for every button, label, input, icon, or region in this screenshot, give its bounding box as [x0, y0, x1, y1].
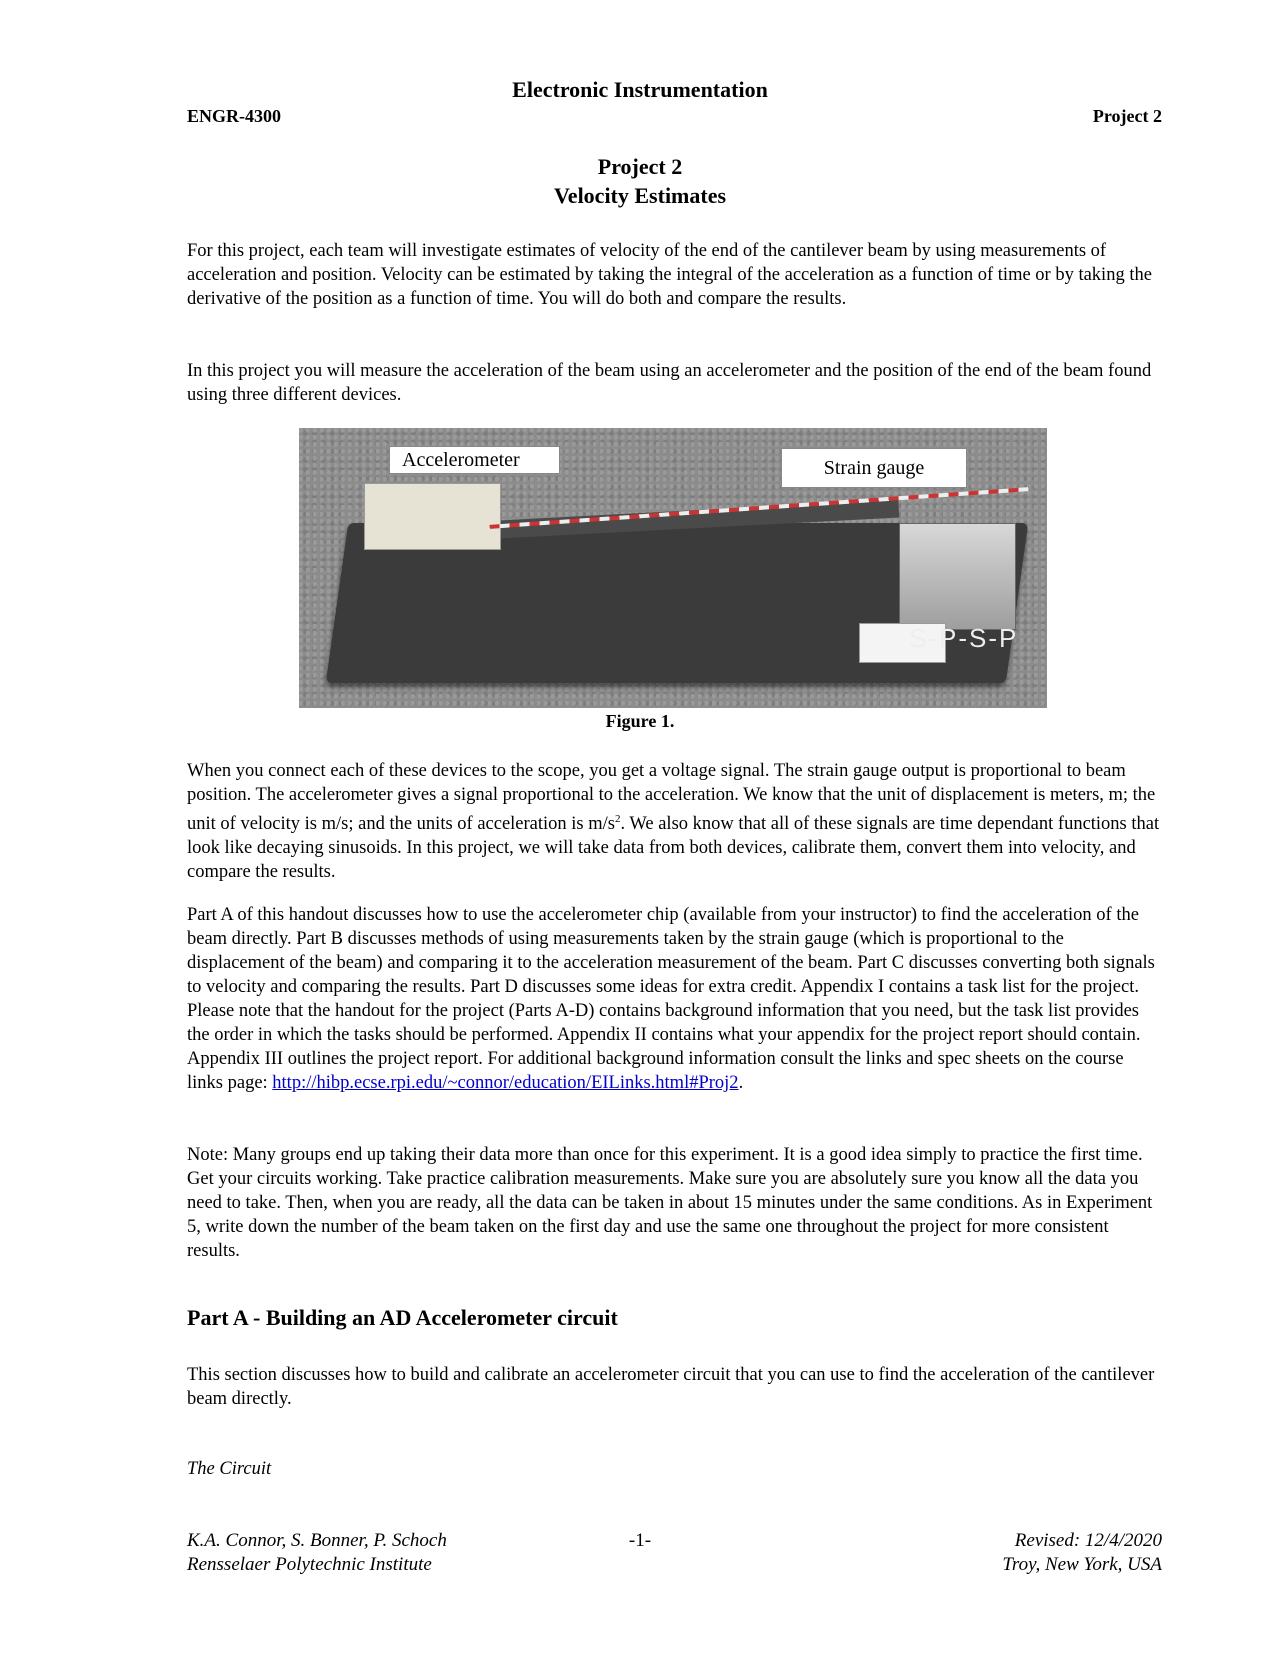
body-paragraph-3 — [187, 759, 1162, 884]
title-line-2: Velocity Estimates — [553, 183, 727, 208]
board-marking: S-P-S-P — [909, 623, 1019, 653]
course-title: Electronic Instrumentation — [512, 77, 768, 102]
paragraph-text — [187, 903, 1162, 1095]
paragraph-end: . — [738, 1073, 744, 1093]
clamp-block — [899, 523, 1016, 630]
paragraph-text: Note: Many groups end up taking their data more than once for this experiment. It is a good idea simply to practice the first time. Get your circuits working. Take practice calibration measurements. Make sure you are absolutely sure you know all the data you need to take. Then, when you are ready, all the data can be taken in about 15 minutes under the same conditions. As in Experiment 5, write down the number of the beam taken on the first day and use the same one throughout the project for more consistent results. — [187, 1145, 1153, 1261]
body-paragraph-4 — [187, 903, 1162, 1095]
section-heading: Part A - Building an AD Accelerometer circuit — [187, 1305, 618, 1330]
paragraph-text-part: . We also know that all of these signals are time dependant functions that look like decaying sinusoids. In this project, we will take data from both devices, calibrate them, convert them into velocity, and compare the results. — [187, 814, 1160, 883]
paragraph-text: For this project, each team will investigate estimates of velocity of the end of the cantilever beam by using measurements of acceleration and position. Velocity can be estimated by taking the integral of the acceleration as a function of time or by taking the derivative of the position as a function of time. You will do both and compare the results. — [187, 241, 1152, 309]
subheading: The Circuit — [187, 1459, 272, 1479]
footer-institution: Rensselaer Polytechnic Institute — [187, 1554, 432, 1575]
superscript-exponent: 2 — [614, 813, 621, 825]
intro-paragraph-1 — [187, 239, 1162, 311]
course-code: ENGR-4300 — [187, 106, 281, 126]
project-label: Project 2 — [1092, 106, 1162, 126]
title-line-1: Project 2 — [597, 154, 683, 179]
accelerometer-board — [364, 483, 501, 550]
document-title — [0, 152, 1280, 210]
footer-location: Troy, New York, USA — [1002, 1554, 1162, 1575]
paragraph-text-part: Part A of this handout discusses how to use the accelerometer chip (available from your instructor) to find the acceleration of the beam directly. Part B discusses methods of using measurements taken by the strain gauge (which is proportional to the displacement of the beam) and comparing it to the acceleration measurement of the beam. Part C discusses converting both signals to velocity and comparing the results. Part D discusses some ideas for extra credit. Appendix I contains a task list for the project. Please note that the handout for the project (Parts A-D) contains background information that you need, but the task list provides the order in which the tasks should be performed. Appendix II contains what your appendix for the project report should contain. Appendix III outlines the project report. For additional background information consult the links and spec sheets on the course links page: — [187, 905, 1155, 1093]
course-links-page-link[interactable]: http://hibp.ecse.rpi.edu/~connor/education/EILinks.html#Proj2 — [272, 1073, 739, 1093]
paragraph-text — [187, 759, 1162, 884]
figure-label-strain-gauge: Strain gauge — [781, 448, 967, 488]
figure-photo-cantilever-beam — [299, 428, 1047, 708]
page-number: -1- — [628, 1530, 652, 1551]
footer-authors: K.A. Connor, S. Bonner, P. Schoch — [187, 1530, 447, 1551]
paragraph-text-part: When you connect each of these devices to the scope, you get a voltage signal. The strain gauge output is proportional to beam position. The accelerometer gives a signal proportional to the acceleration. We know that the unit of displacement is meters, m; the unit of velocity is m/s; and the units of acceleration is m/s — [187, 761, 1156, 835]
footer-revised: Revised: 12/4/2020 — [1014, 1530, 1162, 1551]
figure-label-accelerometer: Accelerometer — [389, 446, 560, 474]
body-paragraph-6 — [187, 1363, 1162, 1411]
paragraph-text: This section discusses how to build and calibrate an accelerometer circuit that you can use to find the acceleration of the cantilever beam directly. — [187, 1365, 1155, 1409]
body-paragraph-5 — [187, 1143, 1162, 1263]
intro-paragraph-2 — [187, 359, 1162, 407]
paragraph-text: In this project you will measure the acceleration of the beam using an accelerometer and the position of the end of the beam found using three different devices. — [187, 361, 1152, 405]
subheading-the-circuit — [187, 1457, 1162, 1481]
figure-caption: Figure 1. — [605, 711, 675, 731]
section-heading-part-a — [187, 1305, 1162, 1331]
footer-right — [1002, 1529, 1162, 1577]
